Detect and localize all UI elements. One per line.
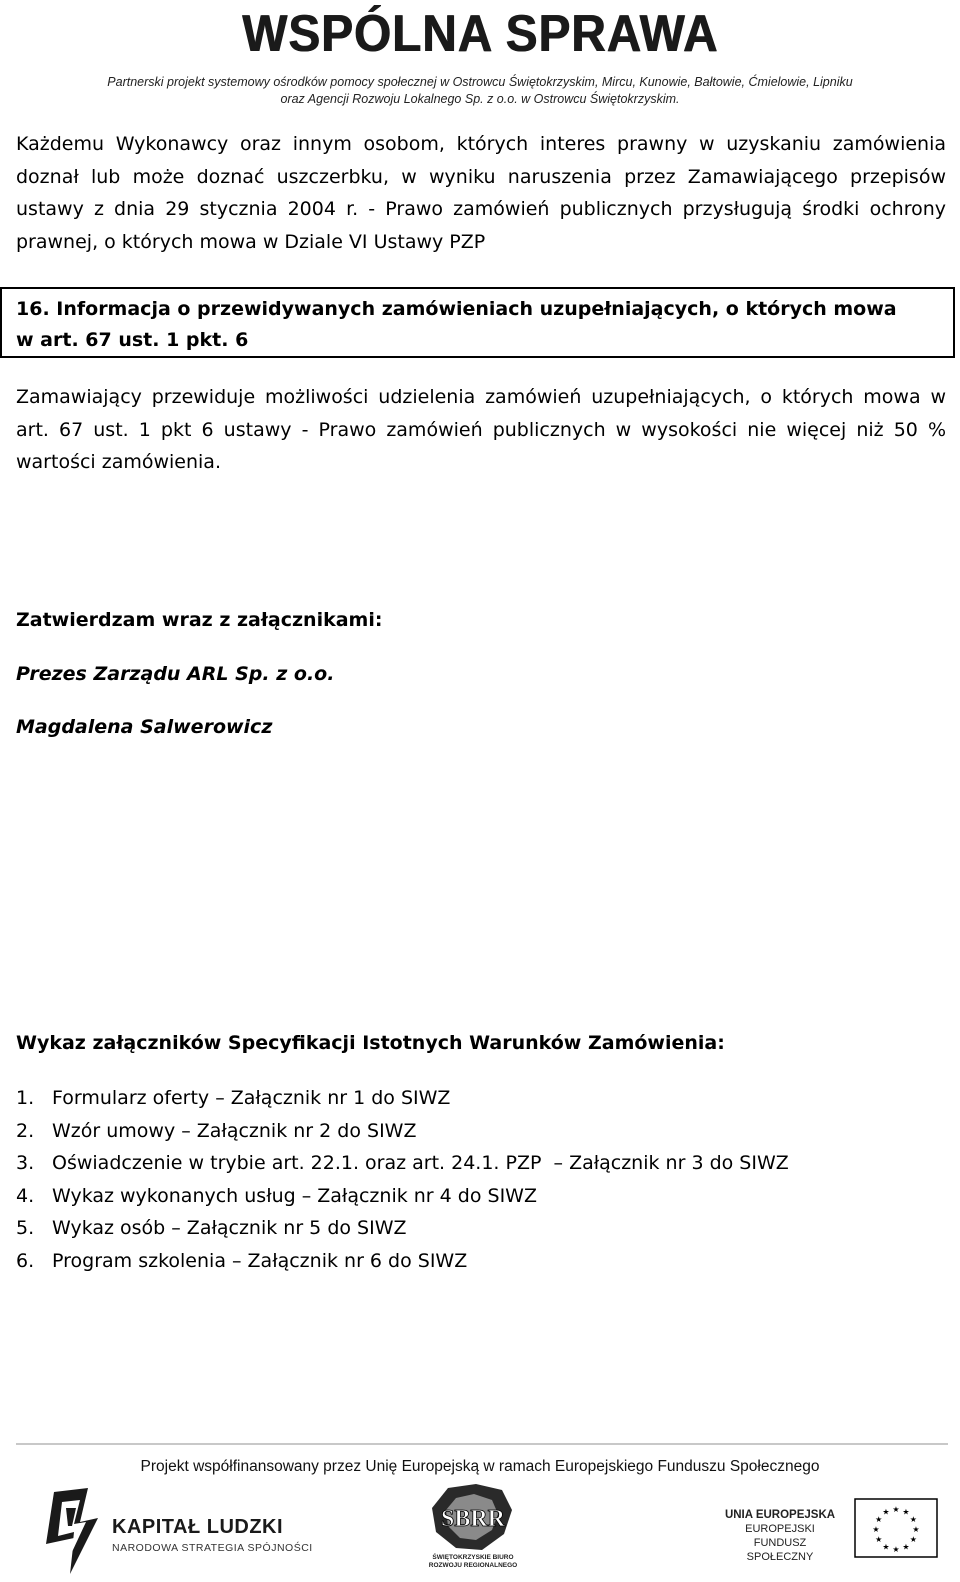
- svg-text:★: ★: [892, 1545, 900, 1554]
- list-item-number: 4.: [16, 1184, 35, 1207]
- list-item: [16, 1147, 789, 1180]
- list-item: [16, 1115, 789, 1148]
- approval-heading: Zatwierdzam wraz z załącznikami:: [16, 609, 383, 631]
- list-item: [16, 1082, 789, 1115]
- svg-text:★: ★: [909, 1535, 917, 1544]
- list-item-text: Wzór umowy – Załącznik nr 2 do SIWZ: [52, 1119, 417, 1142]
- supplementary-orders-paragraph: Zamawiający przewiduje możliwości udzielenia zamówień uzupełniających, o których mowa w art. 67 ust. 1 pkt 6 ustawy - Prawo zamówień publicznych w wysokości nie więcej niż 50 % wartości zamówienia.: [16, 386, 946, 473]
- signatory-title: Prezes Zarządu ARL Sp. z o.o.: [16, 663, 335, 685]
- eu-logo-text: [724, 1508, 836, 1564]
- partners-text: [0, 74, 960, 108]
- sbrr-subtitle: [418, 1554, 528, 1570]
- sbrr-logo-text: SBRR: [440, 1506, 506, 1532]
- sbrr-subtitle-line-1: ŚWIĘTOKRZYSKIE BIURO: [432, 1554, 514, 1561]
- list-item-number: 3.: [16, 1152, 35, 1174]
- attachments-list: [16, 1082, 789, 1277]
- list-item-text: Program szkolenia – Załącznik nr 6 do SIWZ: [52, 1249, 468, 1272]
- list-item-text: Formularz oferty – Załącznik nr 1 do SIWZ: [52, 1087, 451, 1109]
- footer-divider: [16, 1443, 948, 1445]
- eu-logo-line-1: UNIA EUROPEJSKA: [724, 1509, 836, 1521]
- list-item: [16, 1245, 789, 1278]
- list-item-text: Wykaz osób – Załącznik nr 5 do SIWZ: [52, 1217, 407, 1239]
- eu-logo-line-3: FUNDUSZ SPOŁECZNY: [746, 1537, 814, 1563]
- kapital-ludzki-title: KAPITAŁ LUDZKI: [112, 1516, 284, 1538]
- svg-text:★: ★: [872, 1525, 880, 1534]
- svg-text:★: ★: [912, 1525, 920, 1534]
- svg-text:★: ★: [882, 1542, 890, 1552]
- sbrr-subtitle-line-2: ROZWOJU REGIONALNEGO: [428, 1562, 518, 1569]
- legal-remedies-paragraph: Każdemu Wykonawcy oraz innym osobom, których interes prawny w uzyskaniu zamówienia doznał lub może doznać uszczerbku, w wyniku naruszenia przez Zamawiającego przepisów ustawy z dnia 29 stycznia 2004 r. - Prawo zamówień publicznych przysługują środki ochrony prawnej, o których mowa w Dziale VI Ustawy PZP: [16, 133, 946, 253]
- partners-line-1: Partnerski projekt systemowy ośrodków pomocy społecznej w Ostrowcu Świętokrzyskim, Mircu, Kunowie, Bałtowie, Ćmielowie, Lipniku: [107, 75, 853, 89]
- list-item-number: 6.: [16, 1249, 35, 1272]
- svg-text:★: ★: [875, 1535, 883, 1544]
- cofinance-note: Projekt współfinansowany przez Unię Europejską w ramach Europejskiego Funduszu Społecznego: [140, 1458, 820, 1475]
- eu-flag-icon: [854, 1498, 938, 1558]
- list-item-text: Wykaz wykonanych usług – Załącznik nr 4 do SIWZ: [52, 1184, 537, 1207]
- eu-social-fund-logo: [724, 1496, 944, 1562]
- svg-text:★: ★: [909, 1515, 917, 1524]
- section-16-heading: 16. Informacja o przewidywanych zamówieniach uzupełniających, o których mowa w art. 67 ust. 1 pkt. 6: [16, 298, 897, 351]
- svg-text:★: ★: [902, 1507, 910, 1517]
- brand-title: WSPÓLNA SPRAWA: [241, 5, 719, 63]
- svg-text:★: ★: [882, 1507, 890, 1517]
- kapital-ludzki-subtitle: NARODOWA STRATEGIA SPÓJNOŚCI: [112, 1542, 313, 1554]
- svg-text:★: ★: [902, 1542, 910, 1552]
- kapital-ludzki-logo: [40, 1488, 330, 1576]
- svg-text:★: ★: [892, 1505, 900, 1514]
- list-item-number: 5.: [16, 1217, 35, 1239]
- sbrr-emblem-icon: [418, 1484, 528, 1554]
- kapital-ludzki-emblem-icon: [40, 1488, 100, 1576]
- list-item-number: 2.: [16, 1119, 35, 1142]
- partners-line-2: oraz Agencji Rozwoju Lokalnego Sp. z o.o. w Ostrowcu Świętokrzyskim.: [280, 92, 680, 106]
- list-item: [16, 1212, 789, 1245]
- attachments-heading: Wykaz załączników Specyfikacji Istotnych Warunków Zamówienia:: [16, 1032, 725, 1054]
- list-item-text: Oświadczenie w trybie art. 22.1. oraz art. 24.1. PZP – Załącznik nr 3 do SIWZ: [52, 1152, 789, 1174]
- sbrr-logo: [418, 1484, 528, 1580]
- page-header: [0, 0, 960, 108]
- signatory-name: Magdalena Salwerowicz: [16, 716, 273, 738]
- eu-logo-line-2: EUROPEJSKI: [745, 1523, 815, 1535]
- list-item-number: 1.: [16, 1087, 35, 1109]
- list-item: [16, 1180, 789, 1213]
- svg-text:★: ★: [875, 1515, 883, 1524]
